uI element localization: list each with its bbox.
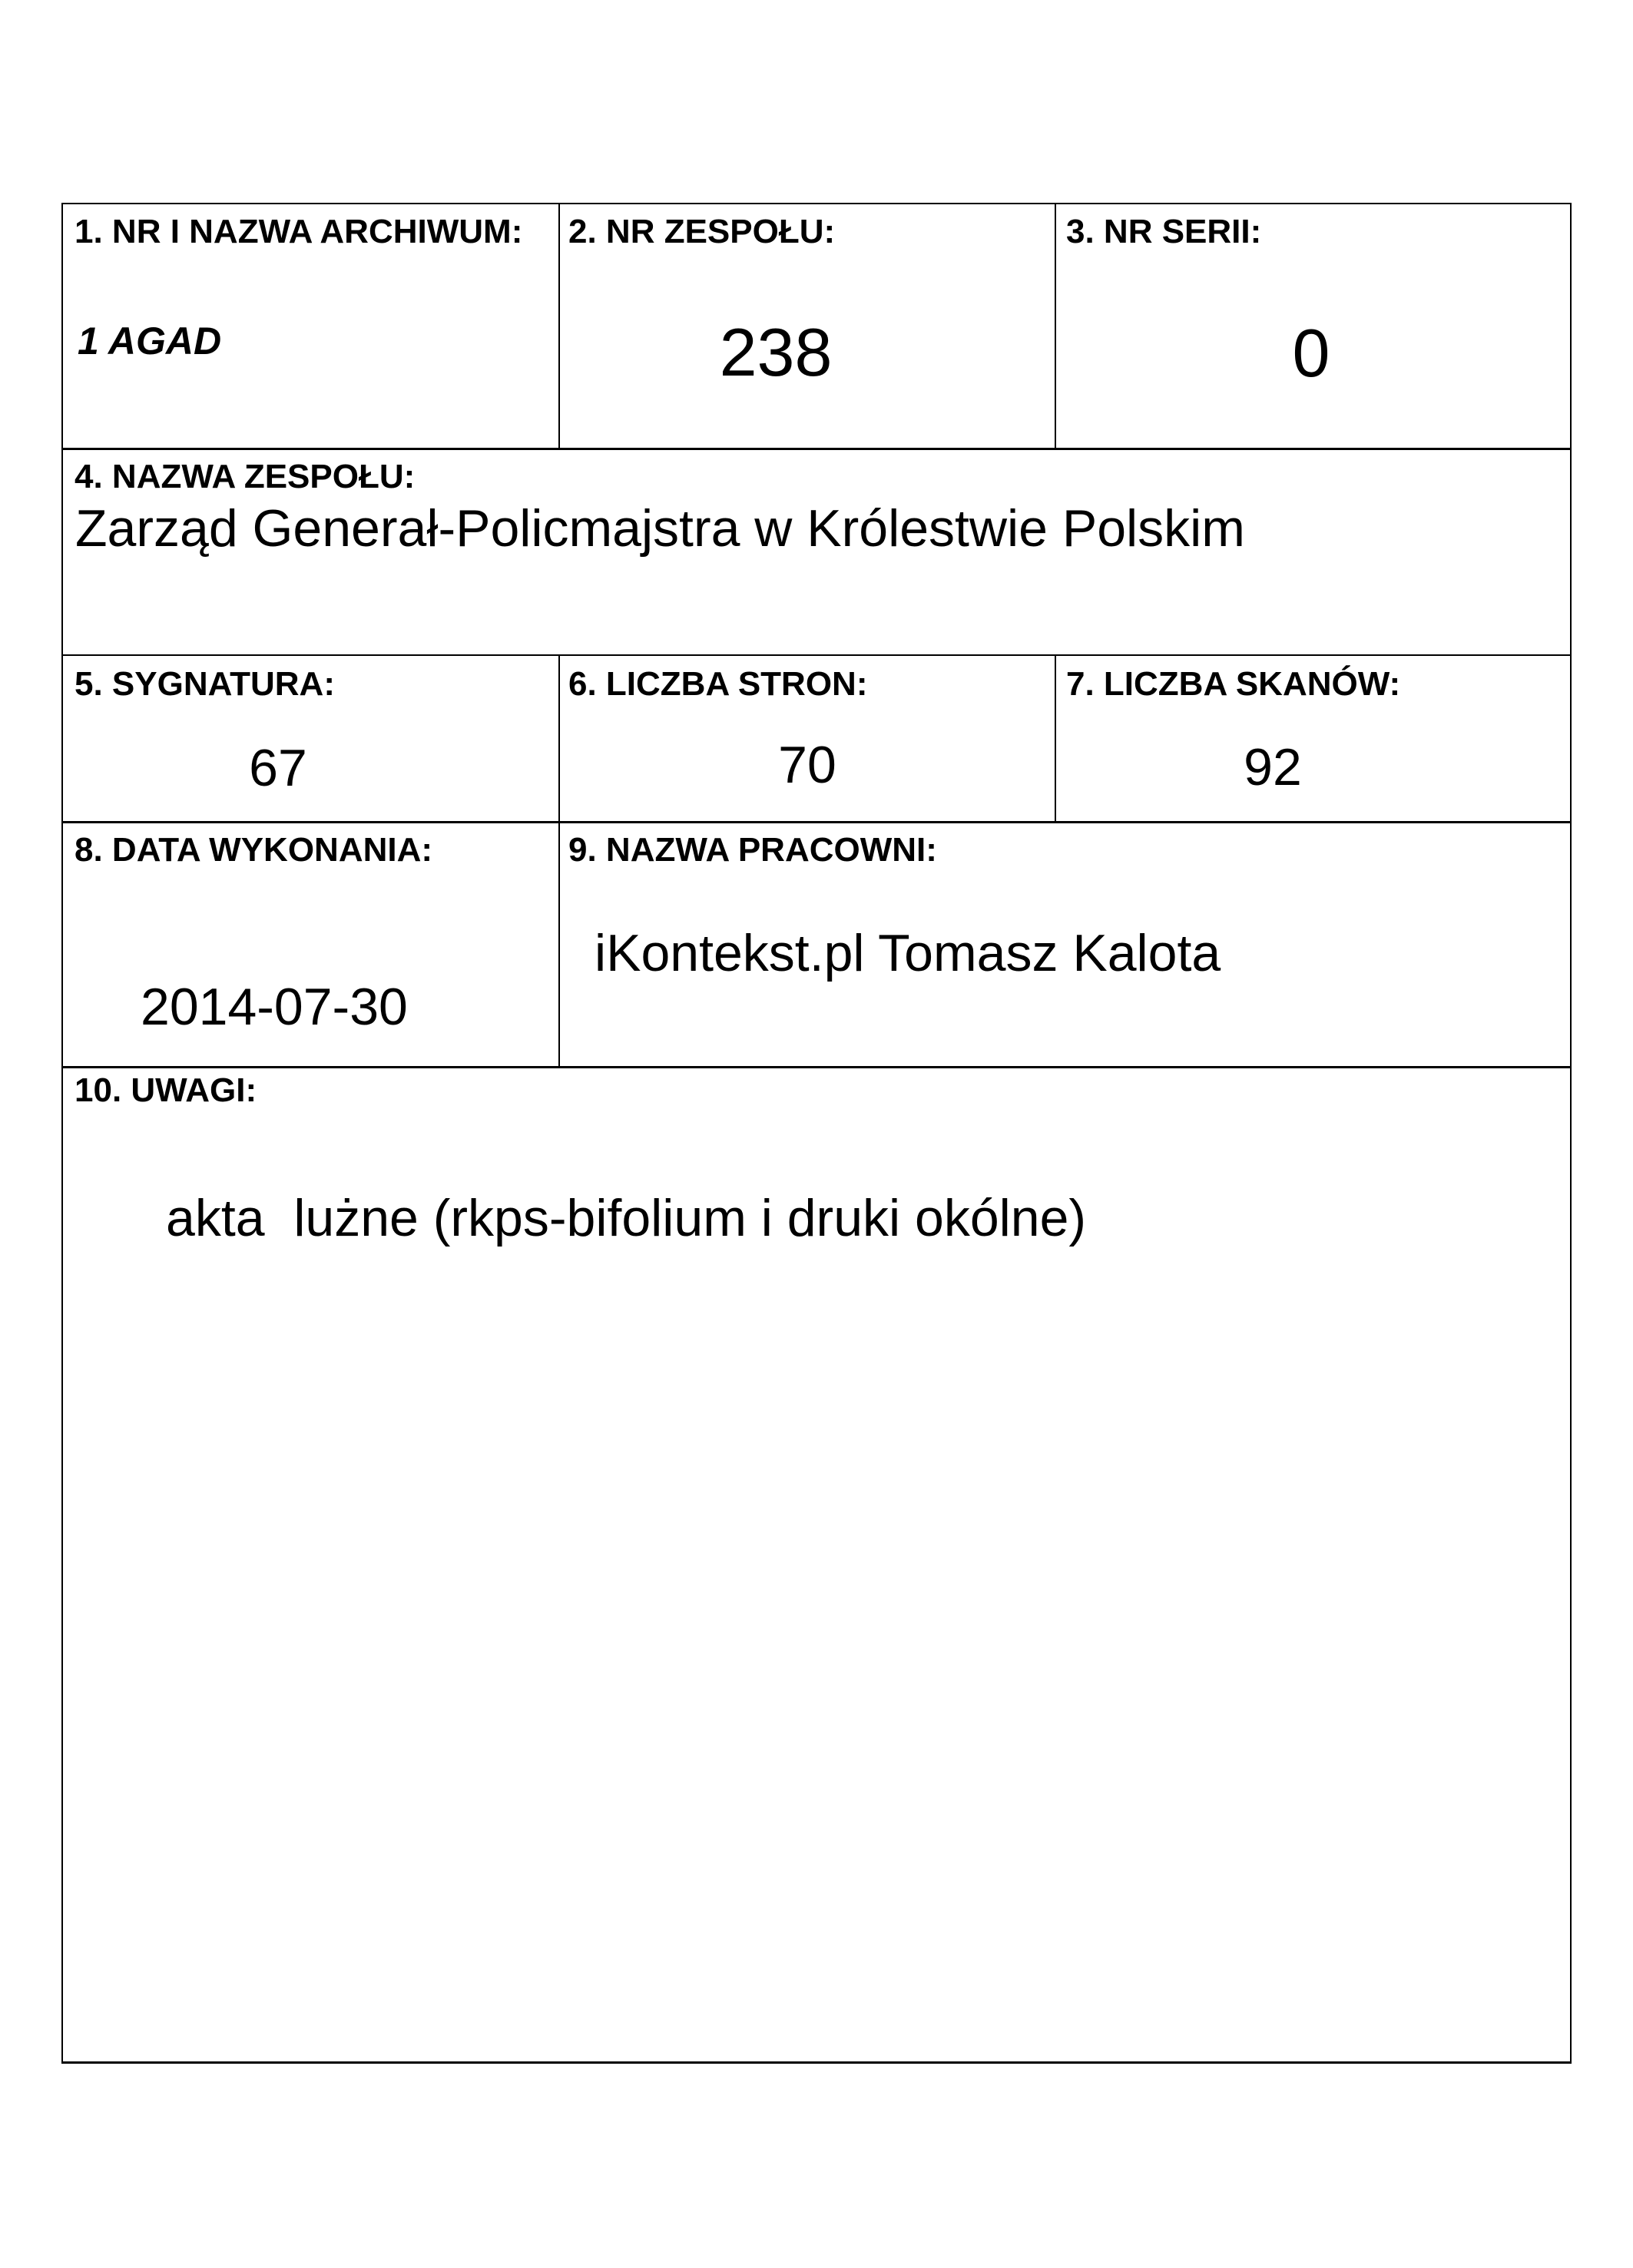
fonds-number-label: 2. NR ZESPOŁU: <box>568 213 836 250</box>
table-border-top <box>61 203 1572 204</box>
table-border-right <box>1570 203 1572 2064</box>
series-number-label: 3. NR SERII: <box>1066 213 1262 250</box>
date-value: 2014-07-30 <box>141 978 408 1036</box>
fonds-name-label: 4. NAZWA ZESPOŁU: <box>75 458 416 495</box>
row-divider-1 <box>61 448 1572 450</box>
archive-label: 1. NR I NAZWA ARCHIWUM: <box>75 213 523 250</box>
fonds-number-value: 238 <box>719 314 833 390</box>
col-divider-row1-a <box>558 203 560 449</box>
page-count-value: 70 <box>778 736 836 794</box>
row-divider-3 <box>61 821 1572 823</box>
remarks-value: akta lużne (rkps-bifolium i druki okólne) <box>166 1189 1087 1247</box>
scan-count-label: 7. LICZBA SKANÓW: <box>1066 665 1401 703</box>
row-divider-2 <box>61 654 1572 656</box>
remarks-label: 10. UWAGI: <box>75 1071 257 1109</box>
col-divider-row4 <box>558 821 560 1067</box>
col-divider-row3-a <box>558 654 560 822</box>
workshop-value: iKontekst.pl Tomasz Kalota <box>595 924 1221 982</box>
table-border-bottom <box>61 2061 1572 2064</box>
table-border-left <box>61 203 63 2064</box>
workshop-label: 9. NAZWA PRACOWNI: <box>568 831 937 869</box>
signature-label: 5. SYGNATURA: <box>75 665 335 703</box>
archive-value: 1 AGAD <box>78 320 222 363</box>
col-divider-row1-b <box>1055 203 1056 449</box>
page-count-label: 6. LICZBA STRON: <box>568 665 868 703</box>
date-label: 8. DATA WYKONANIA: <box>75 831 433 869</box>
series-number-value: 0 <box>1292 315 1330 391</box>
fonds-name-value: Zarząd Generał-Policmajstra w Królestwie Polskim <box>75 499 1245 558</box>
scan-count-value: 92 <box>1244 738 1302 796</box>
row-divider-4 <box>61 1066 1572 1068</box>
signature-value: 67 <box>249 739 307 797</box>
col-divider-row3-b <box>1055 654 1056 822</box>
